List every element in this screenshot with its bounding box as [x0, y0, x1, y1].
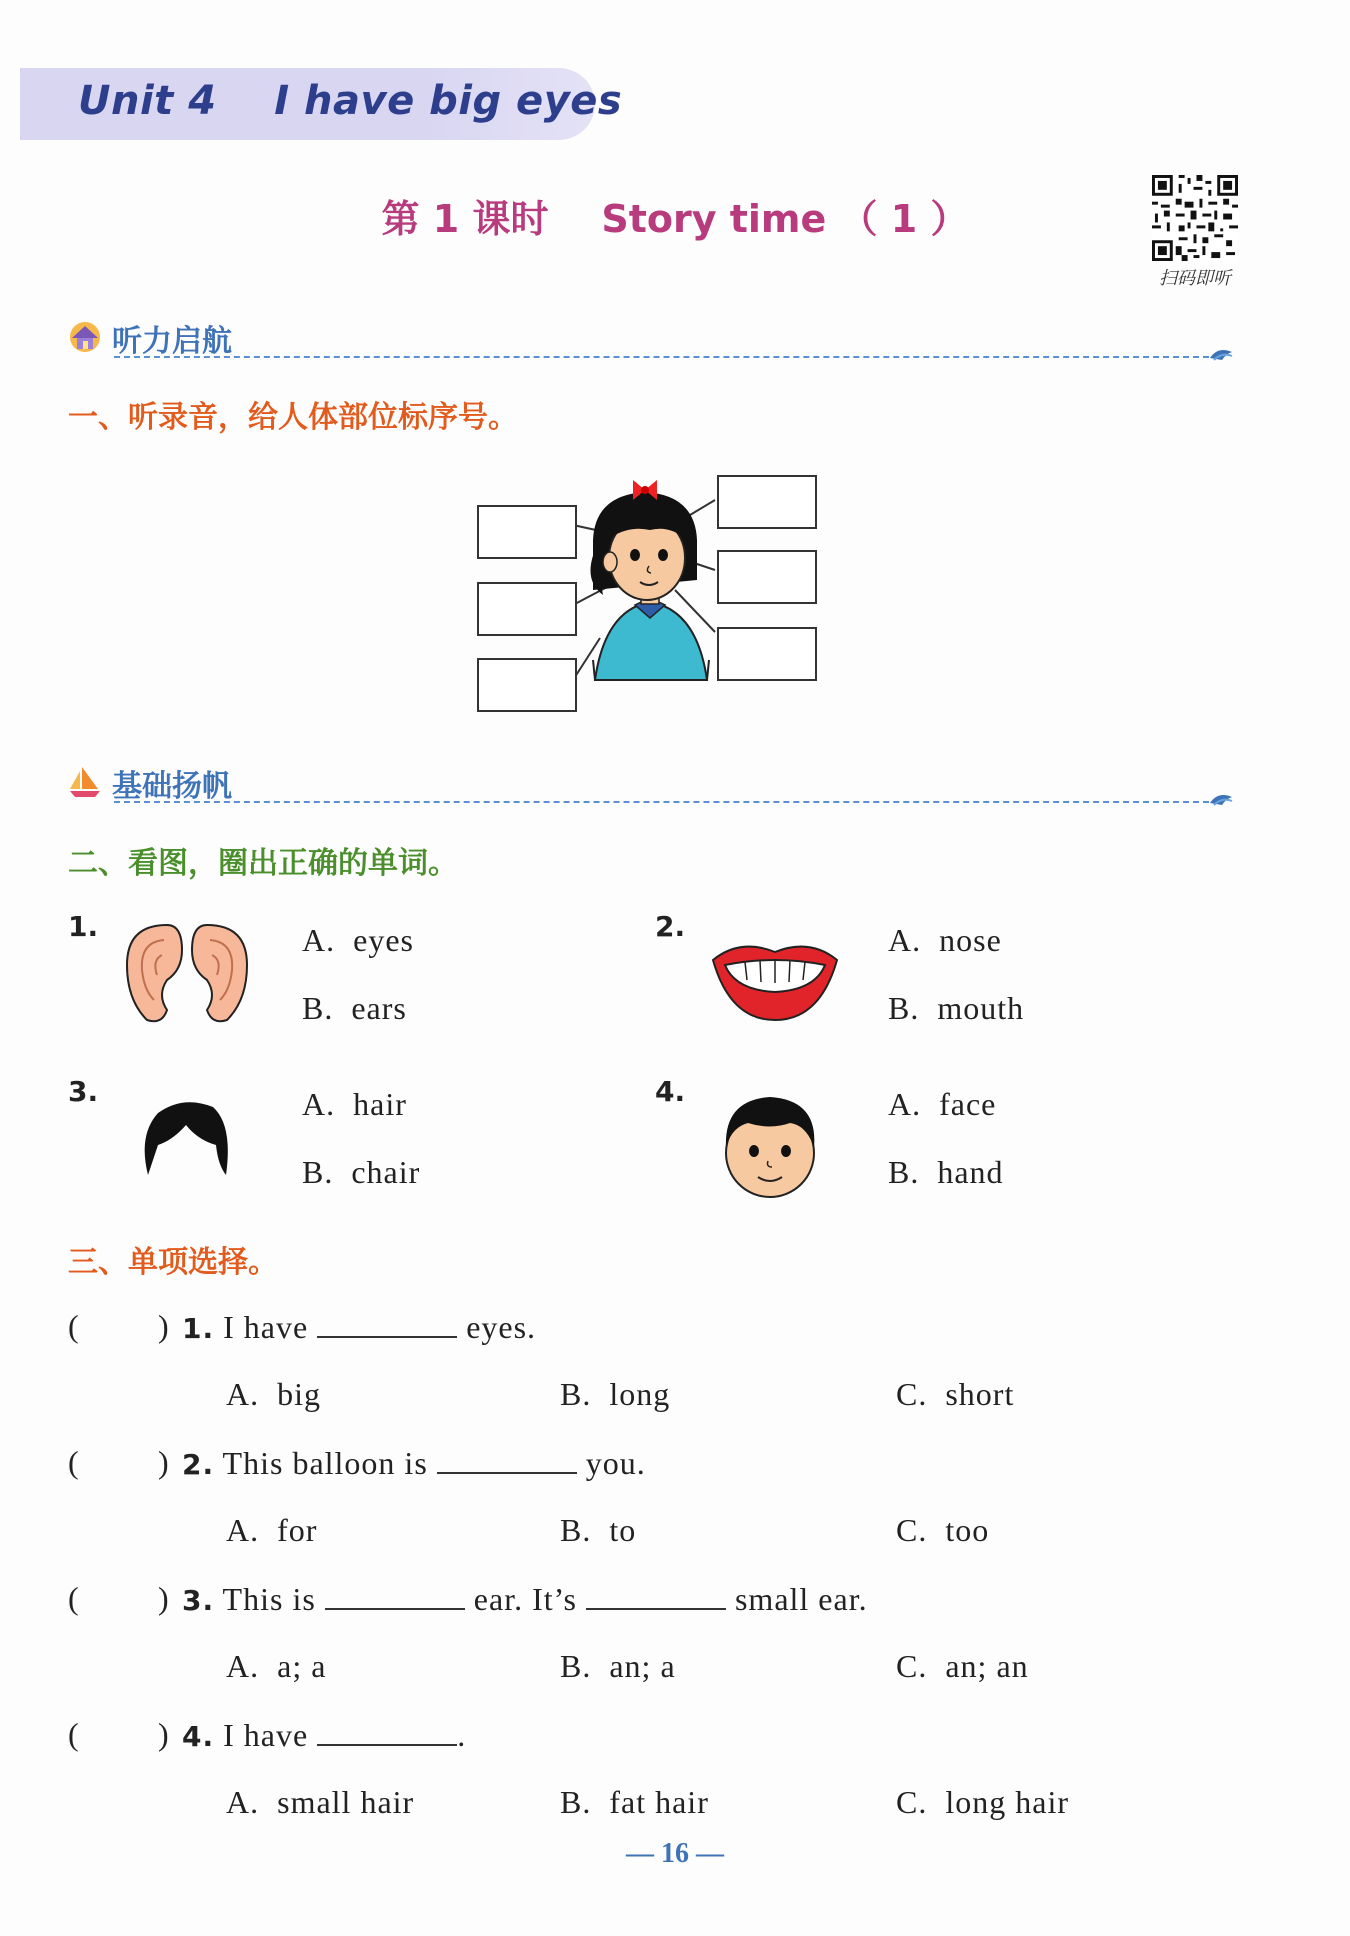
- answer-blank[interactable]: [325, 1580, 465, 1610]
- question-1-title: 一、听录音，给人体部位标序号。: [68, 400, 518, 435]
- answer-parenthesis-open: (: [68, 1308, 79, 1344]
- page-number: — 16 —: [626, 1838, 724, 1869]
- item-number: 4.: [655, 1075, 686, 1108]
- option-a[interactable]: A. for: [226, 1512, 318, 1548]
- item-number: 2.: [655, 910, 686, 943]
- face-picture: [710, 1085, 830, 1205]
- mcq-question: [182, 1444, 646, 1482]
- question-text: This is: [214, 1581, 325, 1617]
- option-b[interactable]: B. fat hair: [560, 1784, 709, 1820]
- label-box[interactable]: [717, 475, 817, 529]
- option-b[interactable]: B. chair: [302, 1154, 421, 1190]
- answer-blank[interactable]: [586, 1580, 726, 1610]
- question-text: I have: [214, 1309, 318, 1345]
- option-c[interactable]: C. an; an: [896, 1648, 1029, 1684]
- question-number: 2.: [182, 1448, 215, 1481]
- section-basic-title: 基础扬帆: [112, 769, 232, 804]
- question-text: .: [457, 1717, 467, 1753]
- label-box[interactable]: [477, 505, 577, 559]
- ears-picture: [122, 920, 252, 1025]
- question-number: 3.: [182, 1584, 215, 1617]
- question-2-title: 二、看图，圈出正确的单词。: [68, 846, 458, 881]
- option-b[interactable]: B. an; a: [560, 1648, 676, 1684]
- answer-parenthesis-open: (: [68, 1580, 79, 1616]
- option-b[interactable]: B. to: [560, 1512, 637, 1548]
- answer-parenthesis-open: (: [68, 1716, 79, 1752]
- question-text: small ear.: [725, 1581, 868, 1617]
- option-c[interactable]: C. long hair: [896, 1784, 1069, 1820]
- lesson-title: 第 1 课时 Story time （ 1 ）: [381, 197, 969, 241]
- mcq-question: [182, 1716, 466, 1754]
- qr-code-icon[interactable]: [1152, 175, 1238, 261]
- wave-icon: [1208, 338, 1234, 364]
- option-c[interactable]: C. too: [896, 1512, 990, 1548]
- mcq-question: [182, 1580, 868, 1618]
- item-number: 3.: [68, 1075, 99, 1108]
- mouth-picture: [710, 940, 840, 1025]
- question-number: 1.: [182, 1312, 215, 1345]
- option-b[interactable]: B. long: [560, 1376, 671, 1412]
- mcq-question: [182, 1308, 536, 1346]
- option-a[interactable]: A. big: [226, 1376, 321, 1412]
- answer-parenthesis-close: ): [158, 1308, 169, 1344]
- answer-blank[interactable]: [317, 1716, 457, 1746]
- sailboat-icon: [68, 765, 102, 799]
- option-a[interactable]: A. face: [888, 1086, 997, 1122]
- body-parts-figure: [475, 470, 825, 720]
- option-b[interactable]: B. mouth: [888, 990, 1025, 1026]
- option-c[interactable]: C. short: [896, 1376, 1015, 1412]
- option-a[interactable]: A. small hair: [226, 1784, 415, 1820]
- hair-picture: [138, 1095, 233, 1180]
- answer-parenthesis-close: ): [158, 1716, 169, 1752]
- qr-caption: 扫码即听: [1159, 268, 1231, 289]
- option-a[interactable]: A. hair: [302, 1086, 407, 1122]
- item-number: 1.: [68, 910, 99, 943]
- answer-blank[interactable]: [437, 1444, 577, 1474]
- question-text: ear. It’s: [464, 1581, 586, 1617]
- question-number: 4.: [182, 1720, 215, 1753]
- option-b[interactable]: B. hand: [888, 1154, 1004, 1190]
- answer-parenthesis-close: ): [158, 1580, 169, 1616]
- label-box[interactable]: [717, 550, 817, 604]
- unit-title: Unit 4 I have big eyes: [78, 78, 623, 124]
- house-icon: [68, 320, 102, 354]
- wave-icon: [1208, 783, 1234, 809]
- option-a[interactable]: A. nose: [888, 922, 1002, 958]
- question-text: This balloon is: [214, 1445, 437, 1481]
- answer-parenthesis-open: (: [68, 1444, 79, 1480]
- option-b[interactable]: B. ears: [302, 990, 407, 1026]
- option-a[interactable]: A. eyes: [302, 922, 414, 958]
- label-box[interactable]: [477, 658, 577, 712]
- divider: [114, 801, 1209, 803]
- label-box[interactable]: [717, 627, 817, 681]
- section-listening-title: 听力启航: [112, 324, 232, 359]
- divider: [114, 356, 1209, 358]
- label-box[interactable]: [477, 582, 577, 636]
- unit-banner: [20, 68, 623, 140]
- question-text: you.: [576, 1445, 646, 1481]
- question-3-title: 三、单项选择。: [68, 1245, 278, 1280]
- answer-blank[interactable]: [317, 1308, 457, 1338]
- option-a[interactable]: A. a; a: [226, 1648, 327, 1684]
- question-text: eyes.: [457, 1309, 537, 1345]
- answer-parenthesis-close: ): [158, 1444, 169, 1480]
- question-text: I have: [214, 1717, 318, 1753]
